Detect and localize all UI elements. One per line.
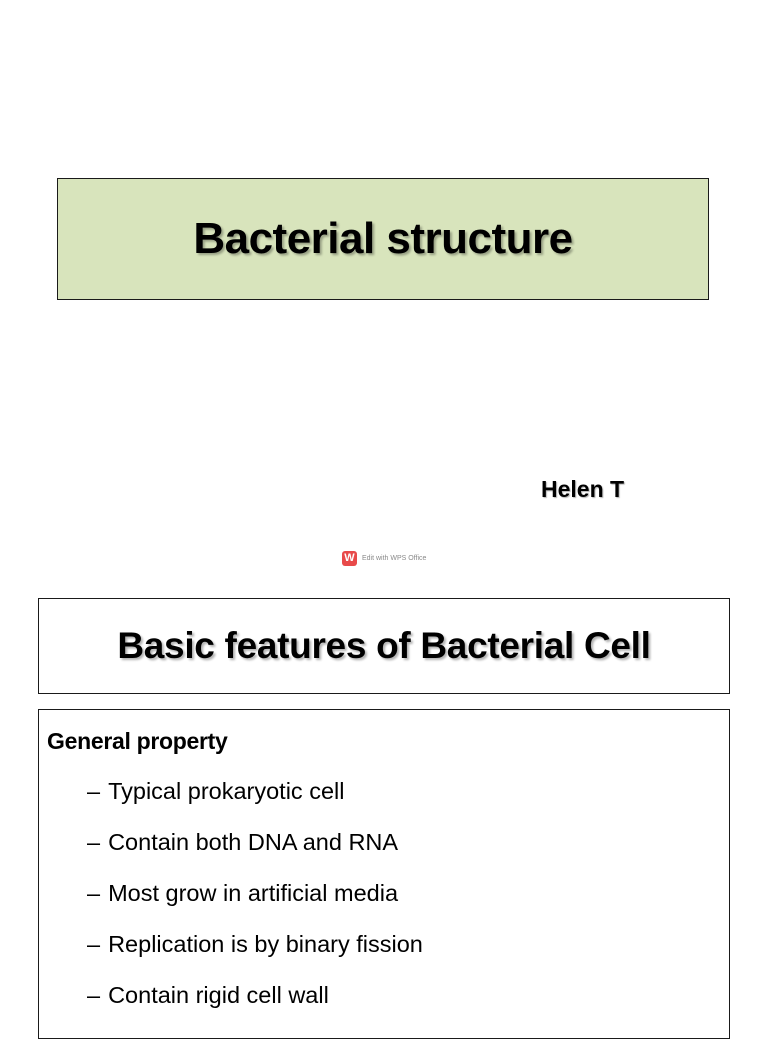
slide2-title: Basic features of Bacterial Cell: [117, 625, 651, 666]
wps-watermark[interactable]: [342, 550, 426, 566]
bullet-list: [87, 776, 423, 1031]
list-item: [87, 878, 423, 929]
bullet-text: Replication is by binary fission: [108, 931, 423, 957]
bullet-text: Most grow in artificial media: [108, 880, 399, 906]
section-heading: General property: [47, 728, 228, 754]
author-name: Helen T: [541, 476, 625, 502]
list-item: [87, 827, 423, 878]
slide1-title: Bacterial structure: [193, 214, 573, 263]
bullet-dash: –: [87, 931, 101, 957]
content-box: [38, 709, 730, 1039]
list-item: [87, 929, 423, 980]
wps-logo-icon: W: [342, 551, 357, 566]
bullet-dash: –: [87, 778, 101, 804]
bullet-dash: –: [87, 829, 101, 855]
slide1-title-box: [57, 178, 709, 300]
bullet-text: Contain rigid cell wall: [108, 982, 329, 1008]
list-item: [87, 980, 423, 1031]
list-item: [87, 776, 423, 827]
bullet-text: Contain both DNA and RNA: [108, 829, 399, 855]
slide2-title-box: [38, 598, 730, 694]
watermark-text: Edit with WPS Office: [362, 554, 427, 562]
bullet-text: Typical prokaryotic cell: [108, 778, 345, 804]
bullet-dash: –: [87, 880, 101, 906]
bullet-dash: –: [87, 982, 101, 1008]
